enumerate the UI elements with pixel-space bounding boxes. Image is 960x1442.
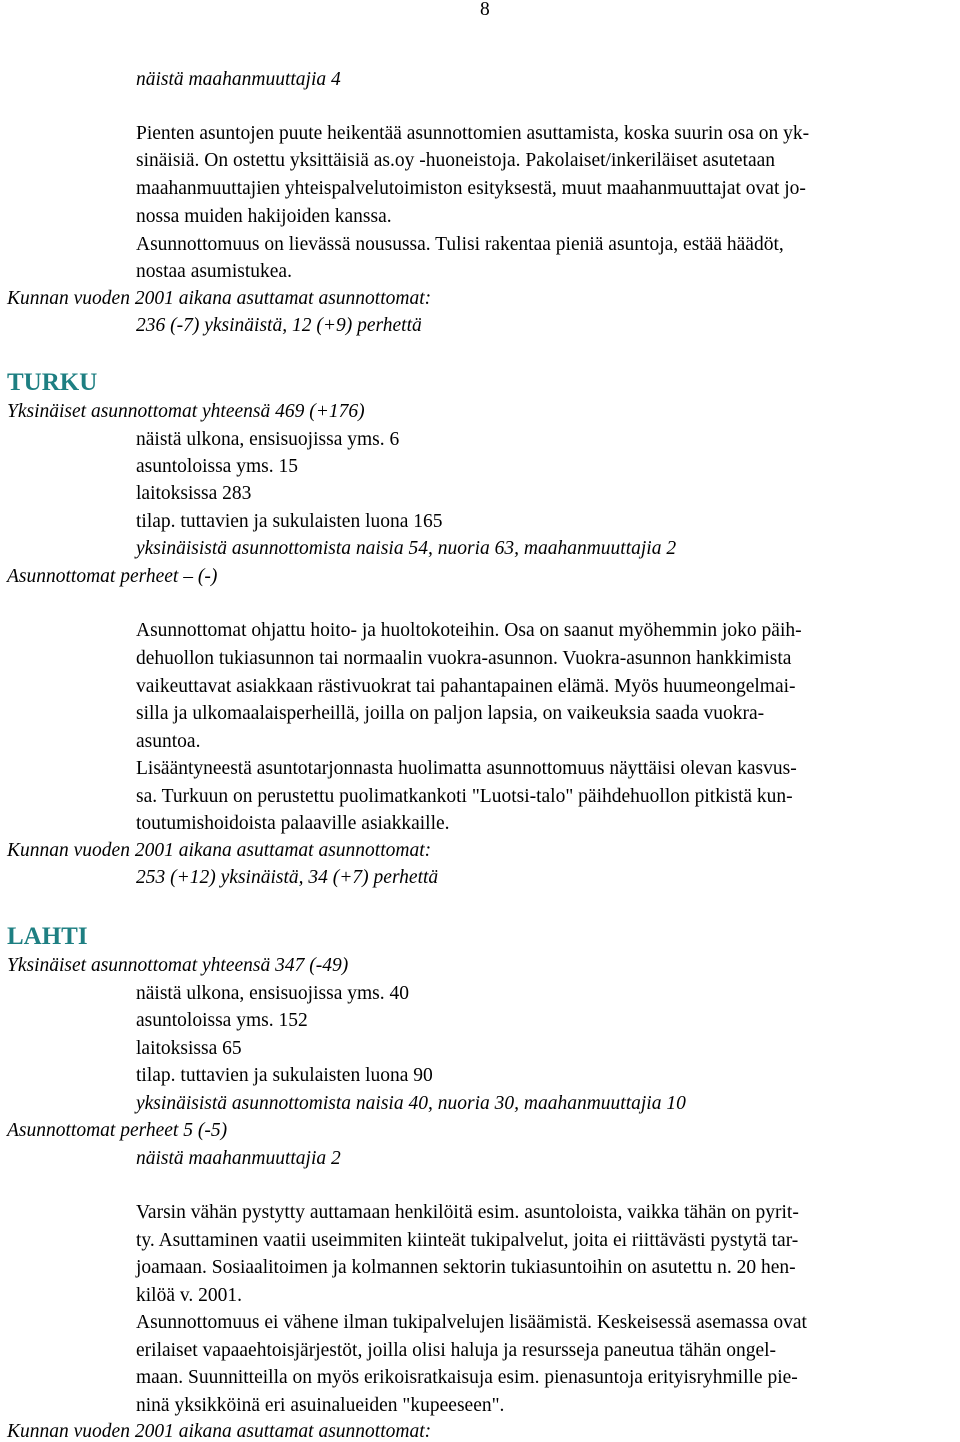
- list-item: laitoksissa 65: [136, 1038, 242, 1059]
- lahti-housed-label: Kunnan vuoden 2001 aikana asuttamat asunnottomat:: [7, 1421, 432, 1442]
- text-line: silla ja ulkomaalaisperheillä, joilla on paljon lapsia, on vaikeuksia saada vuokra-: [136, 703, 765, 724]
- lahti-family-immigrants: näistä maahanmuuttajia 2: [136, 1148, 341, 1169]
- lahti-heading: LAHTI: [7, 923, 88, 950]
- text-line: Lisääntyneestä asuntotarjonnasta huolimatta asunnottomuus näyttäisi olevan kasvus-: [136, 758, 797, 779]
- text-line: kilöä v. 2001.: [136, 1285, 242, 1306]
- text-line: dehuollon tukiasunnon tai normaalin vuokra-asunnon. Vuokra-asunnon hankkimista: [136, 648, 792, 669]
- text-line: maahanmuuttajien yhteispalvelutoimiston esityksestä, muut maahanmuuttajat ovat jo-: [136, 178, 806, 199]
- immigrants-line: näistä maahanmuuttajia 4: [136, 69, 341, 90]
- list-item: laitoksissa 283: [136, 483, 252, 504]
- text-line: Varsin vähän pystytty auttamaan henkilöitä esim. asuntoloista, vaikka tähän on pyrit-: [136, 1202, 799, 1223]
- turku-breakdown: yksinäisistä asunnottomista naisia 54, nuoria 63, maahanmuuttajia 2: [136, 538, 677, 559]
- page-number: 8: [480, 0, 490, 20]
- text-line: asuntoa.: [136, 731, 201, 752]
- turku-housed-label: Kunnan vuoden 2001 aikana asuttamat asunnottomat:: [7, 840, 432, 861]
- text-line: vaikeuttavat asiakkaan rästivuokrat tai pahantapainen elämä. Myös huumeongelmai-: [136, 676, 796, 697]
- text-line: ty. Asuttaminen vaatii useimmiten kiinteät tukipalvelut, joita ei riittävästi pystytä tar-: [136, 1230, 799, 1251]
- turku-families: Asunnottomat perheet – (-): [7, 566, 218, 587]
- list-item: tilap. tuttavien ja sukulaisten luona 165: [136, 511, 443, 532]
- text-line: nostaa asumistukea.: [136, 261, 292, 282]
- text-line: maan. Suunnitteilla on myös erikoisratkaisuja esim. pienasuntoja erityisryhmille pie-: [136, 1367, 798, 1388]
- text-line: nossa muiden hakijoiden kanssa.: [136, 206, 392, 227]
- text-line: Pienten asuntojen puute heikentää asunnottomien asuttamista, koska suurin osa on yk-: [136, 123, 810, 144]
- text-line: erilaiset vapaaehtoisjärjestöt, joilla olisi haluja ja resursseja paneutua tähän ongel-: [136, 1340, 777, 1361]
- list-item: näistä ulkona, ensisuojissa yms. 6: [136, 429, 400, 450]
- lahti-breakdown: yksinäisistä asunnottomista naisia 40, nuoria 30, maahanmuuttajia 10: [136, 1093, 686, 1114]
- text-line: toutumishoidoista palaaville asiakkaille.: [136, 813, 450, 834]
- housed-label: Kunnan vuoden 2001 aikana asuttamat asunnottomat:: [7, 288, 432, 309]
- text-line: ninä yksikköinä eri asuinalueiden "kupeeseen".: [136, 1395, 505, 1416]
- text-line: joamaan. Sosiaalitoimen ja kolmannen sektorin tukiasuntoihin on asutettu n. 20 hen-: [136, 1257, 796, 1278]
- text-line: Asunnottomuus ei vähene ilman tukipalvelujen lisäämistä. Keskeisessä asemassa ovat: [136, 1312, 807, 1333]
- text-line: sa. Turkuun on perustettu puolimatkankoti "Luotsi-talo" päihdehuollon pitkistä kun-: [136, 786, 793, 807]
- lahti-total: Yksinäiset asunnottomat yhteensä 347 (-49): [7, 955, 349, 976]
- text-line: Asunnottomuus on lievässä nousussa. Tulisi rakentaa pieniä asuntoja, estää häädöt,: [136, 234, 784, 255]
- list-item: asuntoloissa yms. 152: [136, 1010, 308, 1031]
- turku-housed-value: 253 (+12) yksinäistä, 34 (+7) perhettä: [136, 867, 439, 888]
- housed-value: 236 (-7) yksinäistä, 12 (+9) perhettä: [136, 315, 422, 336]
- list-item: asuntoloissa yms. 15: [136, 456, 298, 477]
- turku-heading: TURKU: [7, 369, 98, 396]
- list-item: näistä ulkona, ensisuojissa yms. 40: [136, 983, 409, 1004]
- turku-total: Yksinäiset asunnottomat yhteensä 469 (+176): [7, 401, 365, 422]
- text-line: Asunnottomat ohjattu hoito- ja huoltokoteihin. Osa on saanut myöhemmin joko päih-: [136, 620, 802, 641]
- text-line: sinäisiä. On ostettu yksittäisiä as.oy -huoneistoja. Pakolaiset/inkeriläiset asutetaan: [136, 150, 776, 171]
- list-item: tilap. tuttavien ja sukulaisten luona 90: [136, 1065, 433, 1086]
- lahti-families: Asunnottomat perheet 5 (-5): [7, 1120, 228, 1141]
